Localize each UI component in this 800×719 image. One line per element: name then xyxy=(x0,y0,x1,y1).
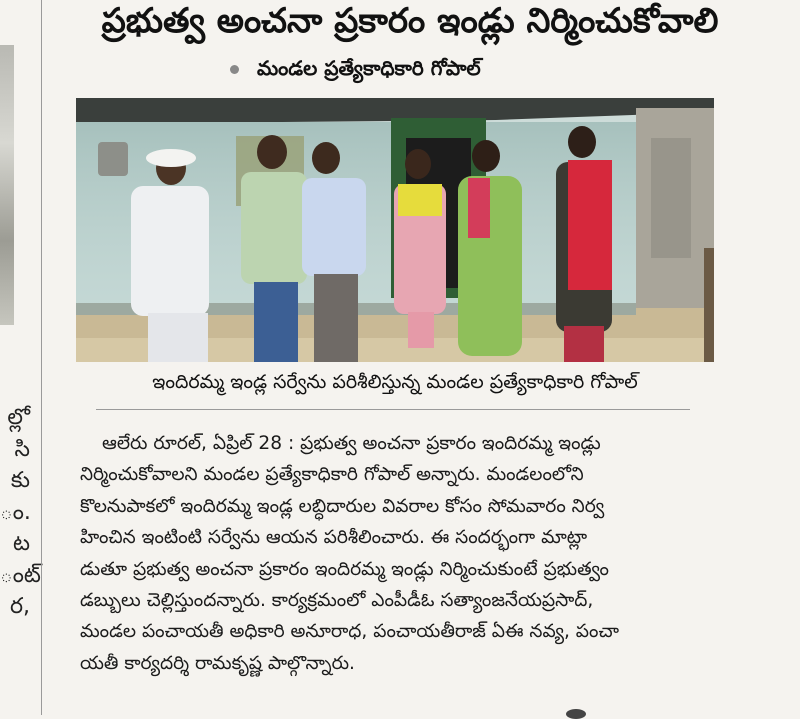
body-line: కొలనుపాకలో ఇందిరమ్మ ఇండ్ల లబ్ధిదారుల వివరాల కోసం సోమవారం నిర్వ xyxy=(80,495,605,517)
article-subhead xyxy=(230,54,481,82)
adjacent-text-line: ంట్ xyxy=(0,562,41,588)
article-photo xyxy=(76,98,714,362)
article-headline: ప్రభుత్వ అంచనా ప్రకారం ఇండ్లు నిర్మించుకోవాలి xyxy=(101,1,719,41)
body-line: నిర్మించుకోవాలని మండల ప్రత్యేకాధికారి గోపాల్ అన్నారు. మండలంలోని xyxy=(80,464,584,486)
adjacent-text-line: ం. xyxy=(0,499,31,525)
adjacent-photo-fragment xyxy=(0,45,14,325)
bullet-icon xyxy=(230,65,239,74)
body-line: యతీ కార్యదర్శి రామకృష్ణ పాల్గొన్నారు. xyxy=(80,652,355,674)
caption-divider xyxy=(96,409,690,410)
adjacent-text-line: సి xyxy=(14,436,30,462)
body-line: ఆలేరు రూరల్, ఏప్రిల్ 28 : ప్రభుత్వ అంచనా ప్రకారం ఇందిరమ్మ ఇండ్లు xyxy=(102,433,601,454)
subhead-text: మండల ప్రత్యేకాధికారి గోపాల్ xyxy=(257,56,481,80)
next-article-fragment xyxy=(566,709,586,719)
adjacent-column xyxy=(0,0,44,715)
body-line: డబ్బులు చెల్లిస్తుందన్నారు. కార్యక్రమంలో ఎంపీడీఓ సత్యాంజనేయప్రసాద్, xyxy=(80,589,594,611)
photo-caption: ఇందిరమ్మ ఇండ్ల సర్వేను పరిశీలిస్తున్న మండల ప్రత్యేకాధికారి గోపాల్ xyxy=(152,371,638,393)
adjacent-text-fragments xyxy=(0,402,41,623)
adjacent-text-line: ట xyxy=(13,531,30,556)
adjacent-text-line: ల్లో xyxy=(7,405,30,430)
adjacent-text-line: ర, xyxy=(9,594,30,619)
column-divider xyxy=(41,0,42,715)
article-body xyxy=(80,428,720,679)
body-line: హించిన ఇంటింటి సర్వేను ఆయన పరిశీలించారు. ఈ సందర్భంగా మాట్లా xyxy=(80,527,588,549)
body-line: మండల పంచాయతీ అధికారి అనూరాధ, పంచాయతీరాజ్ ఏఈ నవ్య, పంచా xyxy=(80,621,619,643)
body-line: డుతూ ప్రభుత్వ అంచనా ప్రకారం ఇందిరమ్మ ఇండ్లు నిర్మించుకుంటే ప్రభుత్వం xyxy=(80,558,609,580)
photo-illustration xyxy=(76,98,714,362)
adjacent-text-line: కు xyxy=(10,468,30,493)
